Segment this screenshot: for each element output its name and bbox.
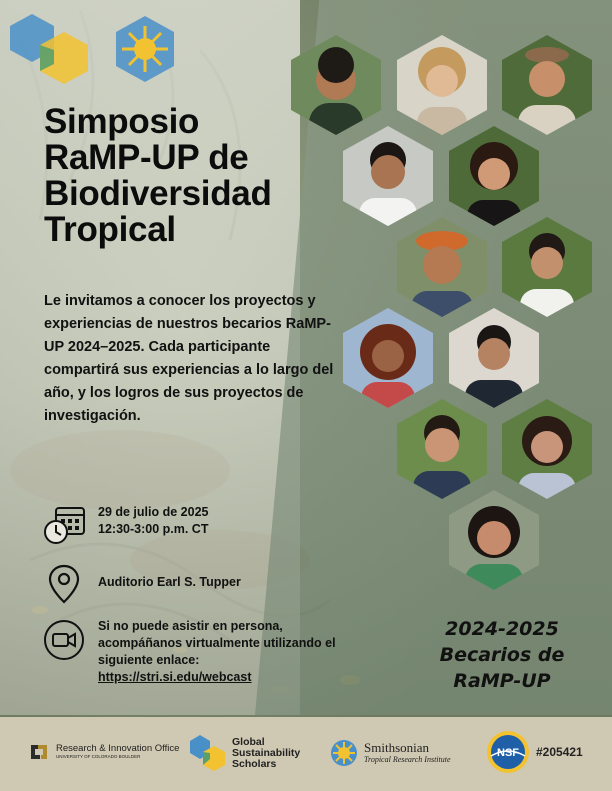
virtual-block [42,618,348,686]
location-block [42,562,241,606]
nsf-label: NSF [497,747,519,759]
gss-logo-block [188,734,300,772]
smithsonian-sun-icon [330,739,358,767]
cohort-line-2: Becarios de [439,644,565,666]
cu-logo-block [28,741,179,763]
poster-title: Simposio RaMP-UP de Biodiversidad Tropical [44,102,272,249]
cohort-line-3: RaMP-UP [453,670,551,692]
award-number: #205421 [536,745,583,759]
gss-line-1: Global [232,735,265,748]
cu-logo-icon [28,741,50,763]
video-camera-icon [42,618,86,662]
cu-office-name: Research & Innovation Office [56,743,180,754]
event-location: Auditorio Earl S. Tupper [98,575,241,589]
smithsonian-logo-block [330,739,451,767]
gss-line-2: Sustainability [232,746,301,759]
nsf-logo-block [486,730,583,774]
datetime-block [42,504,208,548]
event-date: 29 de julio de 2025 [98,505,209,519]
event-time: 12:30-3:00 p.m. CT [98,522,209,536]
gss-logo-icon [188,734,228,772]
cu-university-name: UNIVERSITY OF COLORADO BOULDER [56,754,141,759]
webcast-link[interactable]: https://stri.si.edu/webcast [98,670,252,684]
cohort-label [412,616,592,694]
gss-logo-mark [8,12,108,92]
location-pin-icon [42,562,86,606]
stri-name: Tropical Research Institute [364,755,451,764]
intro-paragraph: Le invitamos a conocer los proyectos y experiencias de nuestros becarios RaMP-UP 2024–2025. Cada participante compartirá sus experiencias a lo largo del año, y los logros de sus proyectos de investigación. [44,293,334,424]
smithsonian-name: Smithsonian [364,740,430,755]
nsf-logo-icon [486,730,530,774]
virtual-text: Si no puede asistir en persona, acompáñanos virtualmente utilizando el siguiente enlace: [98,619,336,667]
calendar-clock-icon [42,504,86,548]
smithsonian-sun-logo [110,14,180,84]
sponsor-footer [0,717,612,791]
gss-line-3: Scholars [232,757,277,770]
cohort-years: 2024-2025 [445,618,559,640]
